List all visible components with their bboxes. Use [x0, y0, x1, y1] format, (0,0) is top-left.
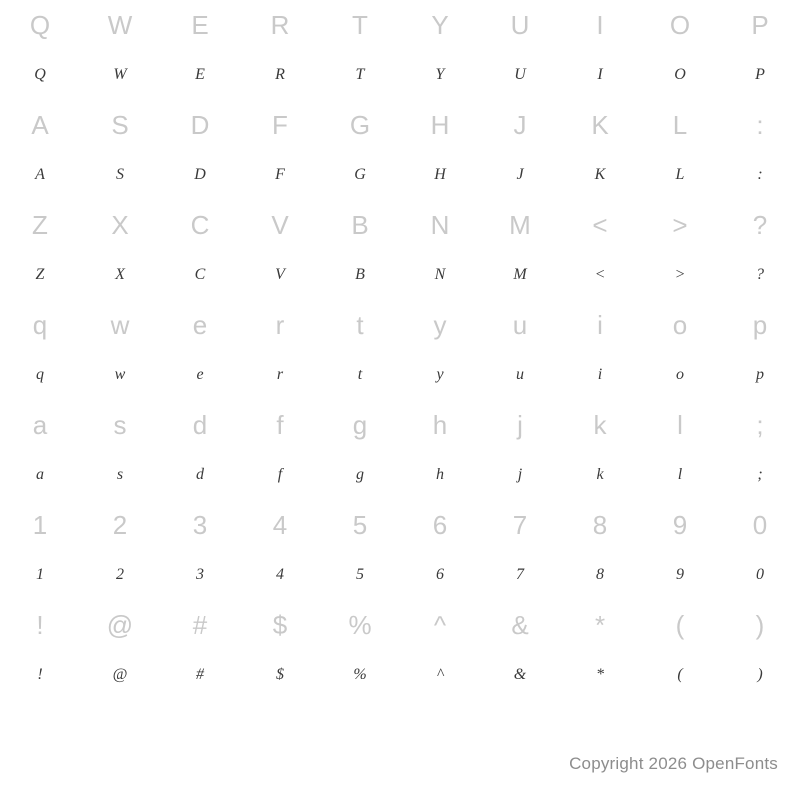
key-label-row-symbols-9: ) [755, 610, 765, 640]
key-label-row-upper-2-4: G [349, 110, 371, 140]
key-label-row-upper-1-1: W [107, 10, 133, 40]
glyph-sample-row-upper-1-1: W [113, 66, 127, 83]
glyph-sample-row-upper-2-4: G [354, 166, 366, 183]
glyph-sample-row-upper-3-9: ? [756, 266, 764, 283]
glyph-sample-row-upper-2-5: H [434, 166, 446, 183]
glyph-sample-row-upper-2-9: : [757, 166, 763, 183]
glyph-sample-row-upper-1-9: P [755, 66, 765, 83]
key-label-row-lower-2-4: g [352, 410, 368, 440]
glyph-sample-row-symbols-9: ) [757, 666, 763, 683]
key-label-row-upper-2-0: A [31, 110, 49, 140]
key-label-row-upper-1-2: E [191, 10, 209, 40]
glyph-sample-row-upper-3-6: M [513, 266, 527, 283]
key-label-row-digits-1: 2 [112, 510, 128, 540]
key-label-row-upper-3-0: Z [32, 210, 48, 240]
glyph-sample-row-upper-3-5: N [434, 266, 446, 283]
key-label-row-upper-1-0: Q [29, 10, 51, 40]
key-label-row-upper-1-6: U [510, 10, 530, 40]
glyph-sample-row-lower-2-9: ; [757, 466, 763, 483]
glyph-sample-row-upper-3-1: X [115, 266, 125, 283]
key-label-row-upper-3-1: X [111, 210, 129, 240]
key-label-row-upper-3-6: M [509, 210, 531, 240]
key-label-row-upper-1-8: O [669, 10, 691, 40]
glyph-sample-row-digits-1: 2 [116, 566, 124, 583]
key-label-row-digits-3: 4 [272, 510, 288, 540]
key-label-row-symbols-4: % [348, 610, 372, 640]
key-label-row-upper-3-5: N [430, 210, 450, 240]
glyph-sample-row-upper-1-3: R [275, 66, 285, 83]
copyright-notice: Copyright 2026 OpenFonts [569, 754, 778, 773]
key-label-row-digits-6: 7 [512, 510, 528, 540]
key-label-row-symbols-6: & [511, 610, 529, 640]
glyph-sample-row-upper-1-2: E [195, 66, 205, 83]
glyph-sample-row-lower-2-7: k [596, 466, 604, 483]
glyph-sample-row-upper-1-4: T [355, 66, 365, 83]
glyph-sample-row-upper-1-5: Y [435, 66, 445, 83]
key-label-row-digits-4: 5 [352, 510, 368, 540]
key-label-row-lower-2-3: f [276, 410, 284, 440]
key-label-row-symbols-0: ! [36, 610, 44, 640]
glyph-sample-row-upper-2-2: D [194, 166, 206, 183]
key-label-row-lower-2-9: ; [756, 410, 764, 440]
key-label-row-upper-2-2: D [190, 110, 210, 140]
glyph-sample-row-lower-1-2: e [196, 366, 204, 383]
glyph-sample-row-upper-2-6: J [516, 166, 524, 183]
key-label-row-upper-3-2: C [190, 210, 210, 240]
glyph-sample-row-lower-2-4: g [356, 466, 364, 483]
key-label-row-symbols-7: * [594, 610, 606, 640]
key-label-row-digits-5: 6 [432, 510, 448, 540]
key-label-row-lower-2-0: a [32, 410, 48, 440]
glyph-sample-row-digits-5: 6 [436, 566, 444, 583]
glyph-sample-row-digits-3: 4 [276, 566, 284, 583]
glyph-sample-row-lower-1-8: o [676, 366, 684, 383]
key-label-row-upper-1-7: I [596, 10, 604, 40]
key-label-row-digits-8: 9 [672, 510, 688, 540]
key-label-row-lower-1-8: o [672, 310, 688, 340]
key-label-row-lower-1-3: r [275, 310, 285, 340]
glyph-sample-row-symbols-6: & [513, 666, 527, 683]
glyph-sample-row-upper-1-6: U [514, 66, 526, 83]
key-label-row-digits-0: 1 [32, 510, 48, 540]
key-label-row-symbols-8: ( [675, 610, 685, 640]
glyph-sample-row-symbols-2: # [196, 666, 204, 683]
glyph-sample-row-digits-4: 5 [356, 566, 364, 583]
glyph-sample-row-symbols-3: $ [276, 666, 284, 683]
key-label-row-symbols-3: $ [272, 610, 288, 640]
glyph-sample-row-upper-3-7: < [594, 266, 606, 283]
key-label-row-upper-2-7: K [591, 110, 609, 140]
glyph-sample-row-upper-1-8: O [674, 66, 686, 83]
key-label-row-upper-3-4: B [351, 210, 369, 240]
key-label-row-upper-3-7: < [592, 210, 608, 240]
key-label-row-upper-2-3: F [272, 110, 288, 140]
glyph-sample-row-lower-2-6: j [517, 466, 523, 483]
key-label-row-upper-1-3: R [270, 10, 290, 40]
glyph-sample-row-upper-3-4: B [355, 266, 365, 283]
key-label-row-lower-2-8: l [677, 410, 683, 440]
glyph-sample-row-symbols-1: @ [112, 666, 128, 683]
key-label-row-upper-3-3: V [271, 210, 289, 240]
glyph-sample-row-upper-2-7: K [594, 166, 606, 183]
glyph-sample-row-lower-1-9: p [756, 366, 764, 383]
key-label-row-symbols-1: @ [106, 610, 134, 640]
glyph-sample-row-lower-2-0: a [36, 466, 44, 483]
glyph-sample-row-lower-2-2: d [196, 466, 204, 483]
key-label-row-digits-7: 8 [592, 510, 608, 540]
glyph-sample-row-lower-1-7: i [597, 366, 603, 383]
key-label-row-upper-2-5: H [430, 110, 450, 140]
key-label-row-lower-1-2: e [192, 310, 208, 340]
key-label-row-symbols-2: # [192, 610, 208, 640]
key-label-row-upper-2-8: L [672, 110, 688, 140]
key-label-row-upper-3-8: > [672, 210, 688, 240]
key-label-row-upper-2-6: J [513, 110, 527, 140]
glyph-sample-row-lower-2-3: f [277, 466, 283, 483]
glyph-sample-row-symbols-0: ! [37, 666, 43, 683]
key-label-row-lower-1-5: y [433, 310, 447, 340]
glyph-sample-row-upper-1-7: I [597, 66, 603, 83]
glyph-sample-row-upper-2-3: F [275, 166, 285, 183]
glyph-sample-row-digits-0: 1 [36, 566, 44, 583]
glyph-sample-row-symbols-5: ^ [436, 666, 444, 683]
key-label-row-lower-1-7: i [597, 310, 603, 340]
key-label-row-upper-3-9: ? [752, 210, 768, 240]
key-label-row-lower-2-5: h [432, 410, 448, 440]
key-label-row-upper-1-4: T [352, 10, 368, 40]
glyph-sample-row-upper-2-0: A [35, 166, 45, 183]
key-label-row-upper-2-9: : [756, 110, 764, 140]
key-label-row-symbols-5: ^ [433, 610, 447, 640]
glyph-sample-row-lower-1-1: w [114, 366, 126, 383]
glyph-sample-row-lower-1-0: q [36, 366, 44, 383]
glyph-sample-row-lower-2-8: l [677, 466, 683, 483]
glyph-sample-row-upper-3-3: V [275, 266, 285, 283]
key-label-row-lower-1-1: w [110, 310, 130, 340]
glyph-sample-row-symbols-4: % [353, 666, 367, 683]
glyph-sample-row-lower-1-4: t [357, 366, 363, 383]
glyph-sample-row-upper-2-8: L [675, 166, 685, 183]
key-label-row-upper-1-5: Y [431, 10, 449, 40]
glyph-sample-row-lower-1-6: u [516, 366, 524, 383]
glyph-sample-row-lower-2-5: h [436, 466, 444, 483]
glyph-sample-row-lower-2-1: s [116, 466, 124, 483]
key-label-row-lower-1-9: p [752, 310, 768, 340]
glyph-sample-row-upper-1-0: Q [34, 66, 46, 83]
key-label-row-upper-2-1: S [111, 110, 129, 140]
glyph-sample-row-upper-3-2: C [194, 266, 206, 283]
glyph-sample-row-digits-7: 8 [596, 566, 604, 583]
key-label-row-lower-1-6: u [512, 310, 528, 340]
glyph-sample-row-digits-6: 7 [516, 566, 524, 583]
glyph-sample-row-upper-3-8: > [674, 266, 686, 283]
glyph-sample-row-symbols-8: ( [677, 666, 683, 683]
glyph-sample-row-lower-1-3: r [276, 366, 284, 383]
key-label-row-lower-1-0: q [32, 310, 48, 340]
glyph-sample-row-upper-3-0: Z [35, 266, 45, 283]
glyph-sample-row-lower-1-5: y [436, 366, 444, 383]
key-label-row-lower-2-7: k [593, 410, 607, 440]
glyph-sample-row-digits-2: 3 [196, 566, 204, 583]
glyph-sample-row-symbols-7: * [596, 666, 604, 683]
key-label-row-digits-9: 0 [752, 510, 768, 540]
key-label-row-lower-2-2: d [192, 410, 208, 440]
glyph-sample-row-upper-2-1: S [116, 166, 124, 183]
glyph-sample-row-digits-8: 9 [676, 566, 684, 583]
key-label-row-digits-2: 3 [192, 510, 208, 540]
key-label-row-lower-1-4: t [356, 310, 364, 340]
key-label-row-upper-1-9: P [751, 10, 769, 40]
key-label-row-lower-2-6: j [517, 410, 523, 440]
glyph-sample-row-digits-9: 0 [756, 566, 764, 583]
key-label-row-lower-2-1: s [113, 410, 127, 440]
